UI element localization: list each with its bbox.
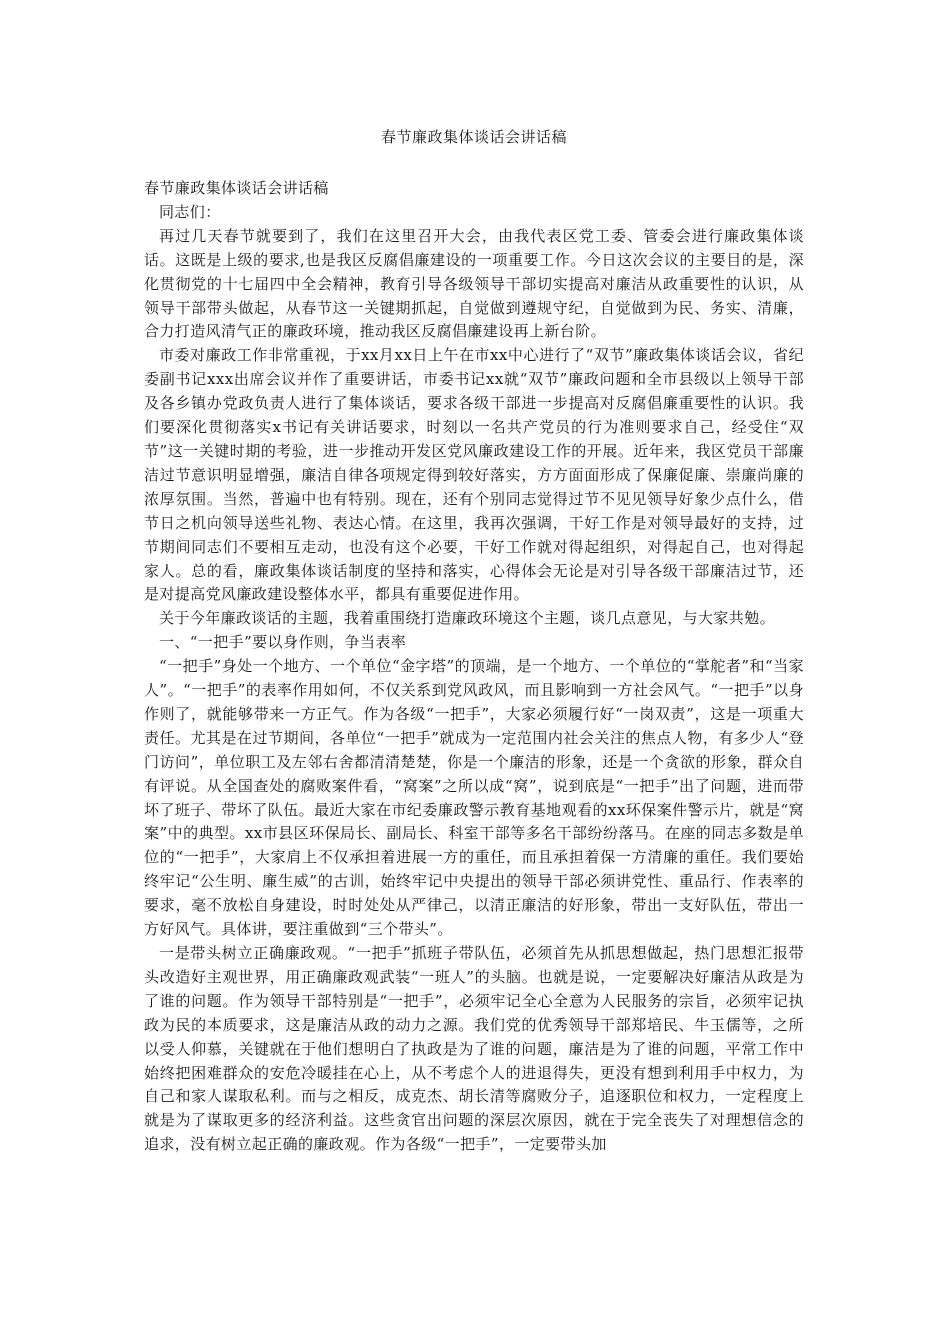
body-paragraph: 再过几天春节就要到了，我们在这里召开大会，由我代表区党工委、管委会进行廉政集体谈话。这既是上级的要求,也是我区反腐倡廉建设的一项重要工作。今日这次会议的主要目的是，深化贯彻党的十七届四中全会精神，教育引导各级领导干部切实提高对廉洁从政重要性的认识，从领导干部带头做起，从春节这一关键期抓起，自觉做到遵规守纪，自觉做到为民、务实、清廉，合力打造风清气正的廉政环境，推动我区反腐倡廉建设再上新台阶。 [144,226,804,341]
document-title: 春节廉政集体谈话会讲话稿 [380,128,567,146]
body-paragraph: 同志们： [159,202,221,221]
document-heading-line: 春节廉政集体谈话会讲话稿 [144,179,329,197]
document-body [144,177,804,1157]
body-paragraph: 一是带头树立正确廉政观。“一把手”抓班子带队伍，必须首先从抓思想做起，热门思想汇报带头改造好主观世界，用正确廉政观武装“一班人”的头脑。也就是说，一定要解决好廉洁从政是为了谁的问题。作为领导干部特别是“一把手”，必须牢记全心全意为人民服务的宗旨，必须牢记执政为民的本质要求，这是廉洁从政的动力之源。我们党的优秀领导干部郑培民、牛玉儒等，之所以受人仰慕，关键就在于他们想明白了执政是为了谁的问题，廉洁是为了谁的问题，平常工作中始终把困难群众的安危冷暖挂在心上，从不考虑个人的进退得失，更没有想到利用手中权力，为自己和家人谋取私利。而与之相反，成克杰、胡长清等腐败分子，追逐职位和权力，一定程度上就是为了谋取更多的经济利益。这些贪官出问题的深层次原因，就在于完全丧失了对理想信念的追求，没有树立起正确的廉政观。作为各级“一把手”，一定要带头加 [144,944,804,1154]
body-paragraph: 关于今年廉政谈话的主题，我着重围绕打造廉政环境这个主题，谈几点意见，与大家共勉。 [159,609,776,628]
body-paragraph: “一把手”身处一个地方、一个单位“金字塔”的顶端，是一个地方、一个单位的“掌舵者”和“当家人”。“一把手”的表率作用如何，不仅关系到党风政风，而且影响到一方社会风气。“一把手”以身作则了，就能够带来一方正气。作为各级“一把手”，大家必须履行好“一岗双责”，这是一项重大责任。尤其是在过节期间，各单位“一把手”就成为一定范围内社会关注的焦点人物，有多少人“登门访问”，单位职工及左邻右舍都清清楚楚，你是一个廉洁的形象，还是一个贪欲的形象，群众自有评说。从全国查处的腐败案件看，“窝案”之所以成“窝”，说到底是“一把手”出了问题，进而带坏了班子、带坏了队伍。最近大家在市纪委廉政警示教育基地观看的xx环保案件警示片，就是“窝案”中的典型。xx市县区环保局长、副局长、科室干部等多名干部纷纷落马。在座的同志多数是单位的“一把手”，大家肩上不仅承担着进展一方的重任，而且承担着保一方清廉的重任。我们要始终牢记“公生明、廉生威”的古训，始终牢记中央提出的领导干部必须讲党性、重品行、作表率的要求，毫不放松自身建设，时时处处从严律己，以清正廉洁的好形象，带出一支好队伍，带出一方好风气。具体讲，要注重做到“三个带头”。 [144,657,804,939]
body-paragraph: 一、“一把手”要以身作则，争当表率 [159,633,407,652]
body-paragraph: 市委对廉政工作非常重视，于xx月xx日上午在市xx中心进行了“双节”廉政集体谈话会议，省纪委副书记xxx出席会议并作了重要讲话，市委书记xx就“双节”廉政问题和全市县级以上领导干部及各乡镇办党政负责人进行了集体谈话，要求各级干部进一步提高对反腐倡廉重要性的认识。我们要深化贯彻落实x书记有关讲话要求，时刻以一名共产党员的行为准则要求自己，经受住“双节”这一关键时期的考验，进一步推动开发区党风廉政建设工作的开展。近年来，我区党员干部廉洁过节意识明显增强，廉洁自律各项规定得到较好落实，方方面面形成了保廉促廉、崇廉尚廉的浓厚氛围。当然，普遍中也有特别。现在，还有个别同志觉得过节不见见领导好象少点什么，借节日之机向领导送些礼物、表达心情。在这里，我再次强调，干好工作是对领导最好的支持，过节期间同志们不要相互走动，也没有这个必要，干好工作就对得起组织，对得起自己，也对得起家人。总的看，廉政集体谈话制度的坚持和落实，心得体会无论是对引导各级干部廉洁过节，还是对提高党风廉政建设整体水平，都具有重要促进作用。 [144,346,804,604]
